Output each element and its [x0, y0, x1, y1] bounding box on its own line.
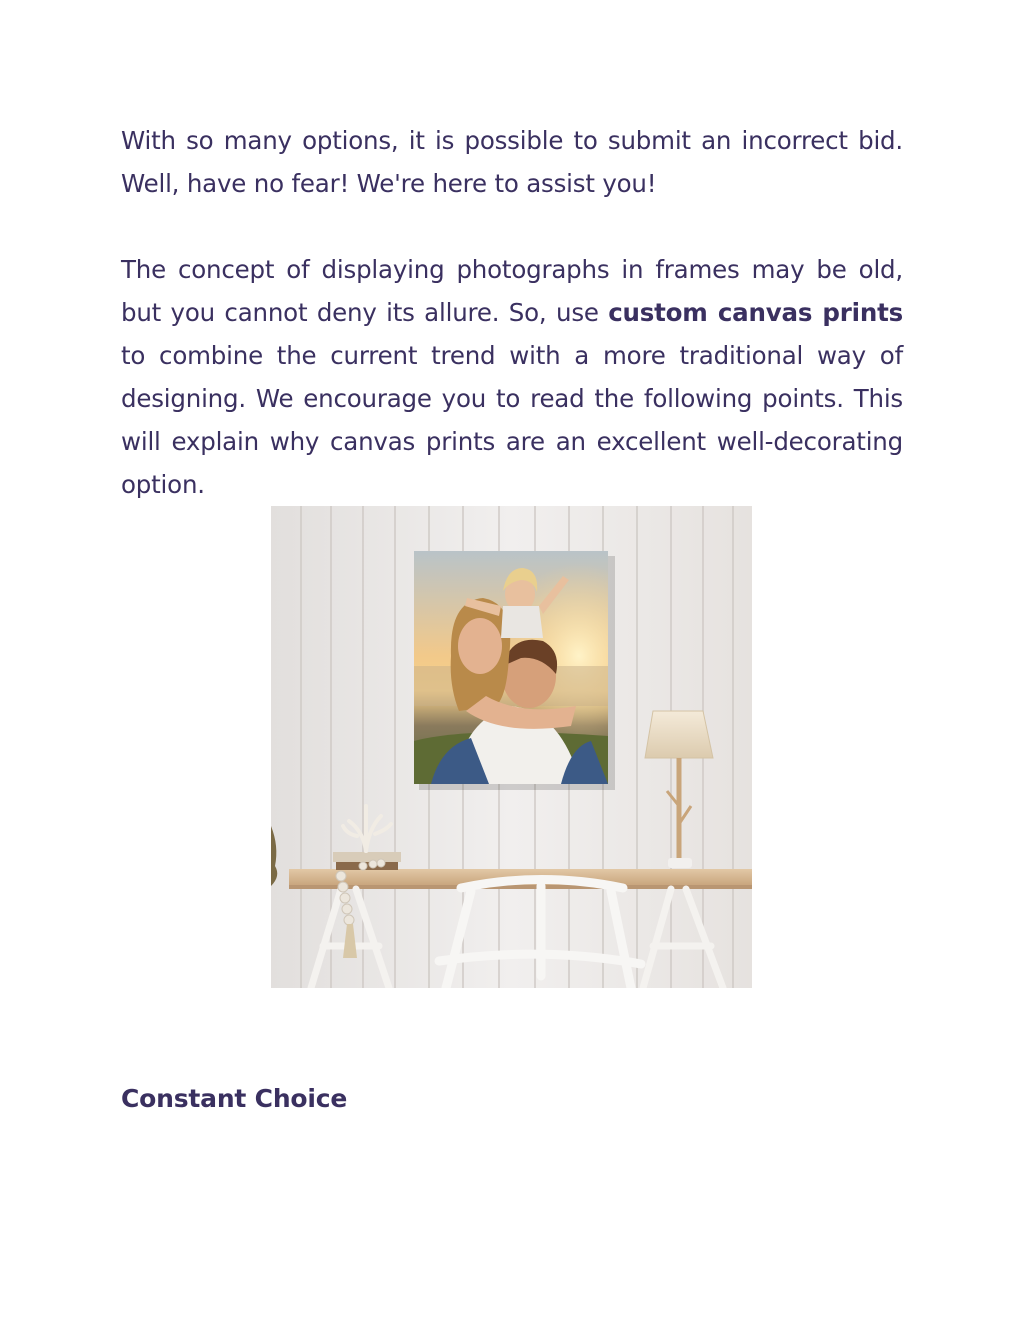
body-text-end: to combine the current trend with a more traditional way of designing. We encourage you to read the following points. This will explain why canvas prints are an excellent well-decorating option.: [121, 341, 903, 499]
section-heading: Constant Choice: [121, 1084, 348, 1113]
body-text-start: The concept of displaying photographs in frames may be old, but you cannot deny its allure. So, use: [121, 255, 903, 327]
body-paragraph: [121, 248, 903, 506]
room-scene-illustration: [271, 506, 752, 988]
intro-text: With so many options, it is possible to submit an incorrect bid. Well, have no fear! We're here to assist you!: [121, 126, 903, 198]
intro-paragraph: [121, 119, 903, 205]
family-canvas-print: [414, 551, 608, 784]
custom-canvas-prints-emphasis: custom canvas prints: [608, 298, 903, 327]
canvas-print-photo: [271, 506, 752, 988]
